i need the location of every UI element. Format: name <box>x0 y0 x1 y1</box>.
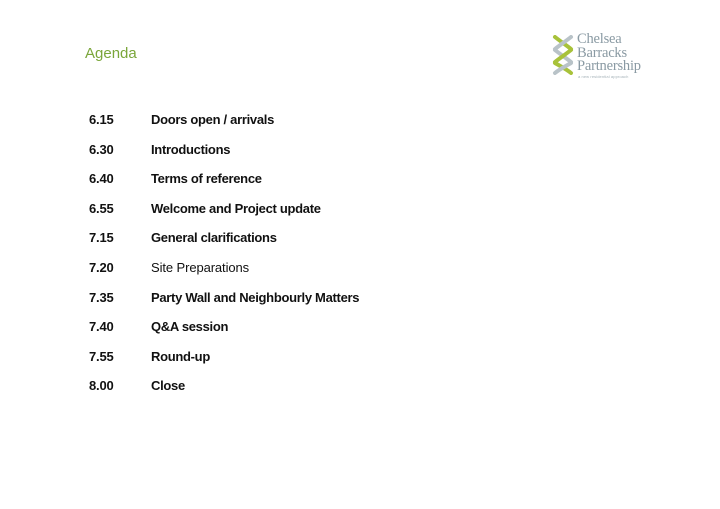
agenda-time: 7.20 <box>89 259 114 275</box>
agenda-item: Introductions <box>151 141 231 157</box>
agenda-row <box>89 378 359 408</box>
agenda-time: 7.15 <box>89 230 114 246</box>
agenda-row <box>89 171 359 201</box>
agenda-row <box>89 290 359 320</box>
agenda-item: Doors open / arrivals <box>151 112 275 127</box>
agenda-time: 7.40 <box>89 319 114 335</box>
agenda-item: Close <box>151 378 185 394</box>
agenda-row <box>89 230 359 260</box>
agenda-time: 6.30 <box>89 141 114 157</box>
agenda-item: Q&A session <box>151 319 229 335</box>
agenda-time: 7.55 <box>89 348 114 364</box>
agenda-time: 8.00 <box>89 378 114 394</box>
agenda-row <box>89 142 359 172</box>
agenda-item: Welcome and Project update <box>151 200 321 216</box>
agenda-time: 7.35 <box>89 289 114 305</box>
agenda-item: General clarifications <box>151 230 277 246</box>
agenda-time: 6.55 <box>89 200 114 216</box>
agenda-list <box>89 112 359 408</box>
page-title: Agenda <box>85 45 137 62</box>
agenda-time: 6.40 <box>89 171 114 187</box>
logo-line-3: Partnership <box>577 58 641 74</box>
logo-wordmark <box>577 33 641 74</box>
agenda-row <box>89 201 359 231</box>
agenda-item: Terms of reference <box>151 171 262 187</box>
agenda-row <box>89 349 359 379</box>
agenda-item: Site Preparations <box>151 259 250 275</box>
logo-tagline: a new residential approach <box>578 74 629 79</box>
agenda-row <box>89 260 359 290</box>
logo-line-1: Chelsea <box>577 31 622 47</box>
agenda-item: Party Wall and Neighbourly Matters <box>151 289 360 305</box>
agenda-row <box>89 319 359 349</box>
logo-line-2: Barracks <box>577 44 627 61</box>
agenda-item: Round-up <box>151 348 210 364</box>
agenda-row <box>89 112 359 142</box>
chelsea-barracks-logo <box>552 33 662 81</box>
x-helix-icon <box>552 35 574 75</box>
agenda-time: 6.15 <box>89 112 114 127</box>
